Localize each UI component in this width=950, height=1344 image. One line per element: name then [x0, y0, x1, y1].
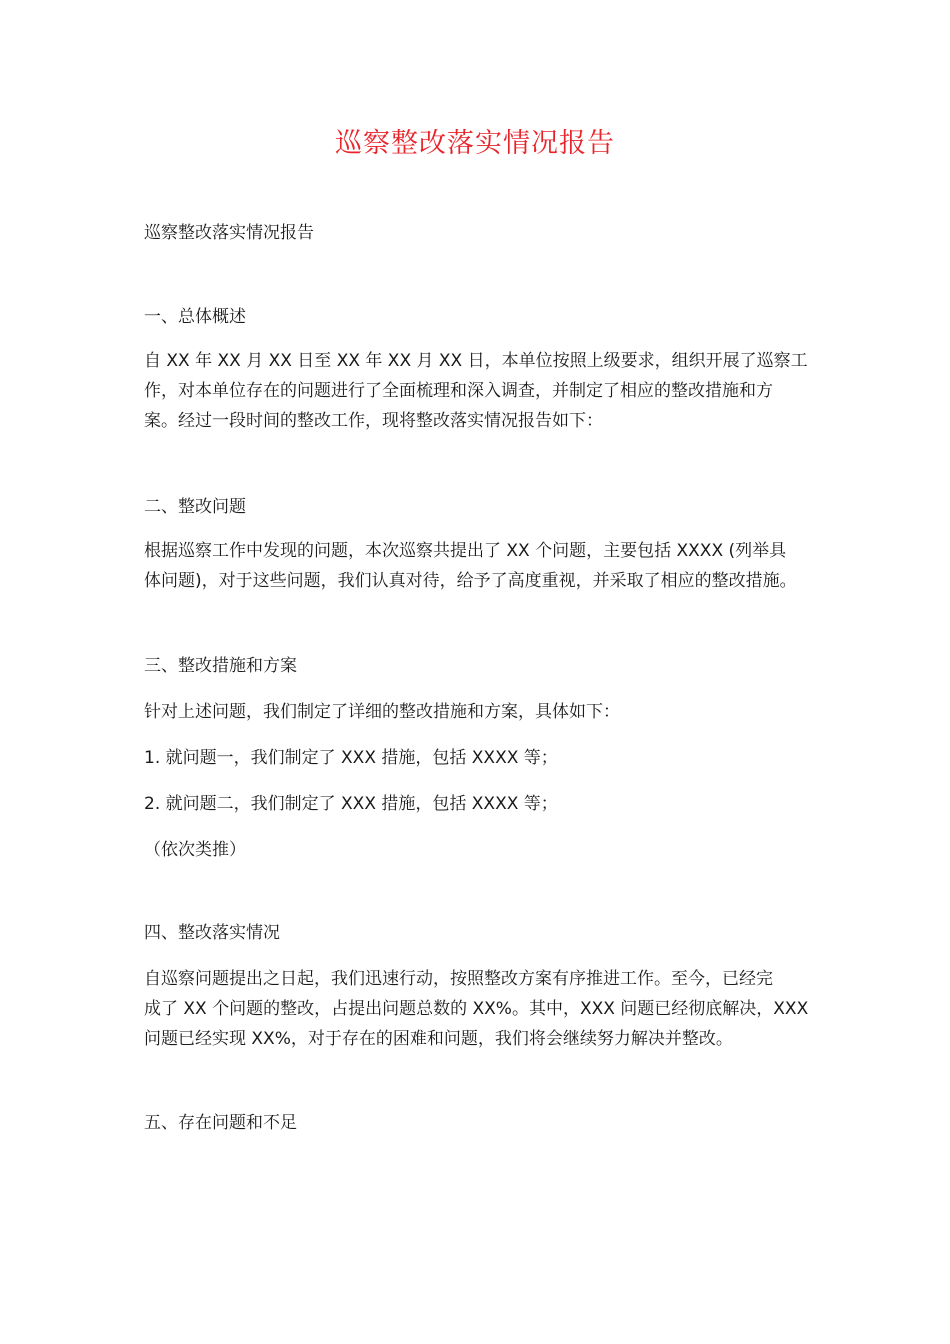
- section-intro-measures: 针对上述问题，我们制定了详细的整改措施和方案，具体如下：: [144, 702, 620, 722]
- measure-note: （依次类推）: [144, 840, 246, 860]
- section-heading-progress: 四、整改落实情况: [144, 923, 280, 943]
- paragraph-line: 问题已经实现 XX%，对于存在的困难和问题，我们将会继续努力解决并整改。: [144, 1029, 733, 1049]
- section-body-progress: [144, 964, 824, 1054]
- paragraph-line: 成了 XX 个问题的整改，占提出问题总数的 XX%。其中，XXX 问题已经彻底解决，XXX: [144, 999, 809, 1019]
- paragraph-line: 体问题)，对于这些问题，我们认真对待，给予了高度重视，并采取了相应的整改措施。: [144, 571, 797, 591]
- measure-item-1: 1. 就问题一，我们制定了 XXX 措施，包括 XXXX 等；: [144, 748, 558, 768]
- section-body-issues: [144, 536, 824, 596]
- document-title: 巡察整改落实情况报告: [335, 128, 615, 159]
- measure-item-2: 2. 就问题二，我们制定了 XXX 措施，包括 XXXX 等；: [144, 794, 558, 814]
- paragraph-line: 作，对本单位存在的问题进行了全面梳理和深入调查，并制定了相应的整改措施和方: [144, 381, 773, 401]
- document-subtitle: 巡察整改落实情况报告: [144, 223, 314, 243]
- paragraph-line: 根据巡察工作中发现的问题，本次巡察共提出了 XX 个问题，主要包括 XXXX (列举具: [144, 541, 787, 561]
- paragraph-line: 案。经过一段时间的整改工作，现将整改落实情况报告如下：: [144, 411, 603, 431]
- section-heading-measures: 三、整改措施和方案: [144, 656, 297, 676]
- paragraph-line: 自巡察问题提出之日起，我们迅速行动，按照整改方案有序推进工作。至今，已经完: [144, 969, 773, 989]
- section-body-overview: [144, 346, 824, 436]
- section-heading-overview: 一、总体概述: [144, 307, 246, 327]
- section-heading-issues: 二、整改问题: [144, 497, 246, 517]
- paragraph-line: 自 XX 年 XX 月 XX 日至 XX 年 XX 月 XX 日，本单位按照上级要求，组织开展了巡察工: [144, 351, 808, 371]
- section-heading-shortcomings: 五、存在问题和不足: [144, 1113, 297, 1133]
